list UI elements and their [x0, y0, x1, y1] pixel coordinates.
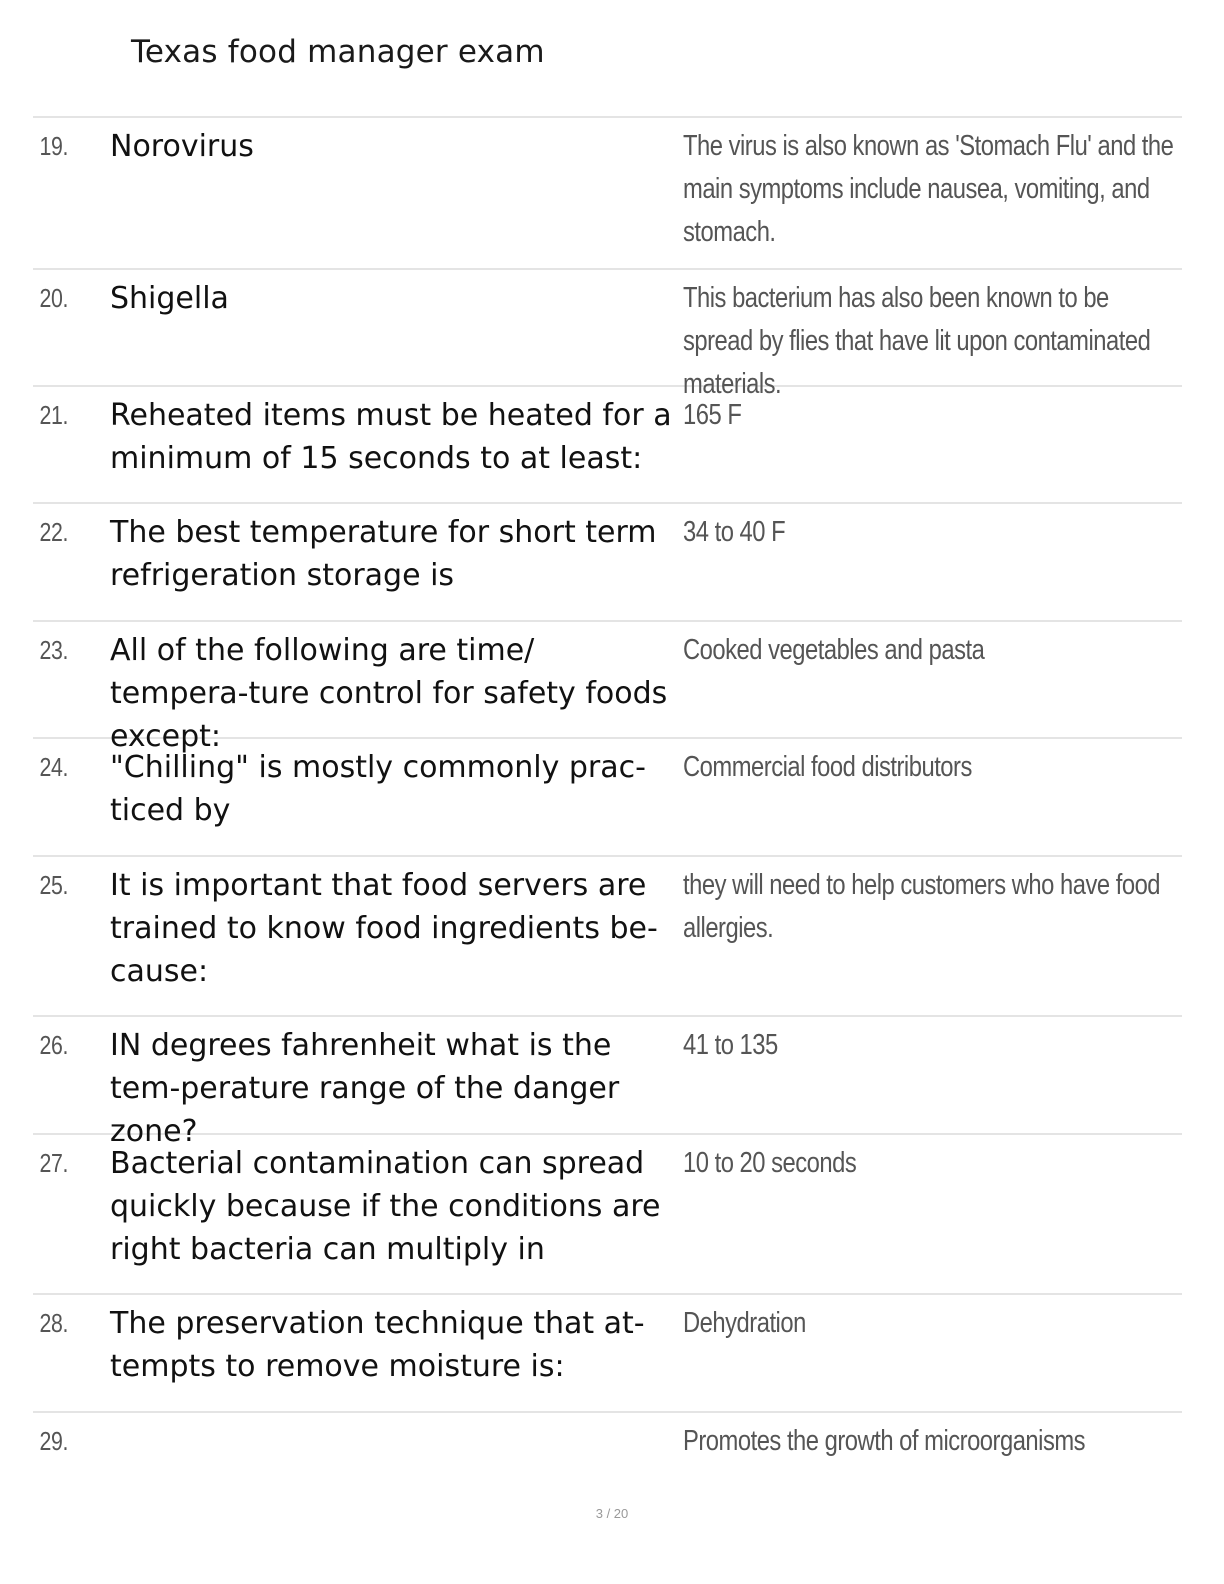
card-number: 20.: [39, 283, 68, 313]
card-definition-text: 165 F: [683, 399, 742, 431]
card-term: Bacterial contamination can spread quickly because if the conditions are right bacteria can multiply in: [110, 1146, 661, 1267]
flashcard-row: [33, 118, 1182, 270]
card-definition-text: The virus is also known as 'Stomach Flu' and the main symptoms include nausea, vomiting, and stomach.: [683, 130, 1174, 248]
card-definition-text: Promotes the growth of microorganisms: [683, 1425, 1086, 1457]
card-number: 27.: [39, 1148, 68, 1178]
flashcard-row: [33, 270, 1182, 400]
card-term: The best temperature for short term refrigeration storage is: [110, 515, 657, 593]
card-definition: [683, 125, 1182, 268]
card-definition-text: Dehydration: [683, 1307, 806, 1339]
card-definition: [683, 511, 1182, 620]
card-definition-text: Commercial food distributors: [683, 751, 972, 783]
card-term: Shigella: [110, 281, 229, 316]
card-term: The preservation technique that at-tempts to remove moisture is:: [110, 1306, 645, 1384]
card-definition: [683, 864, 1182, 1015]
card-number: 22.: [39, 517, 68, 547]
card-number: 19.: [39, 131, 68, 161]
card-term: All of the following are time/ tempera-ture control for safety foods except:: [110, 633, 668, 754]
card-definition: [683, 1142, 1182, 1293]
page-number: 3 / 20: [595, 1506, 629, 1521]
card-number: 21.: [39, 400, 68, 430]
card-number: 24.: [39, 752, 68, 782]
card-number: 28.: [39, 1308, 68, 1338]
card-number: 25.: [39, 870, 68, 900]
card-definition: [683, 629, 1182, 737]
flashcard-row: [33, 1295, 1182, 1413]
card-term: "Chilling" is mostly commonly prac-ticed by: [110, 750, 646, 828]
card-definition: [683, 1420, 1182, 1477]
card-definition-text: 41 to 135: [683, 1029, 778, 1061]
card-term: Reheated items must be heated for a minimum of 15 seconds to at least:: [110, 398, 672, 476]
card-number: 23.: [39, 635, 68, 665]
card-definition-text: This bacterium has also been known to be spread by flies that have lit upon contaminated materials.: [683, 282, 1151, 400]
card-definition-text: 34 to 40 F: [683, 516, 786, 548]
card-definition-text: they will need to help customers who have food allergies.: [683, 869, 1161, 944]
page-title: Texas food manager exam: [131, 34, 545, 70]
flashcard-row: [33, 622, 1182, 754]
card-definition: [683, 394, 1182, 502]
flashcard-list: [33, 116, 1182, 1477]
card-definition-text: Cooked vegetables and pasta: [683, 634, 985, 666]
card-definition-text: 10 to 20 seconds: [683, 1147, 857, 1179]
flashcard-row: [33, 504, 1182, 622]
flashcard-row: [33, 1413, 1182, 1477]
card-number: 26.: [39, 1030, 68, 1060]
flashcard-row: [33, 387, 1182, 504]
card-number: 29.: [39, 1426, 68, 1456]
card-definition: [683, 277, 1182, 400]
card-definition: [683, 1024, 1182, 1133]
flashcard-row: [33, 857, 1182, 1017]
card-definition: [683, 1302, 1182, 1411]
flashcard-row: [33, 1017, 1182, 1149]
card-term: IN degrees fahrenheit what is the tem-perature range of the danger zone?: [110, 1028, 620, 1149]
card-definition: [683, 746, 1182, 855]
flashcard-row: [33, 1135, 1182, 1295]
flashcard-row: [33, 739, 1182, 857]
card-term: Norovirus: [110, 129, 254, 164]
card-term: [110, 1420, 683, 1477]
card-term: It is important that food servers are trained to know food ingredients be-cause:: [110, 868, 658, 989]
